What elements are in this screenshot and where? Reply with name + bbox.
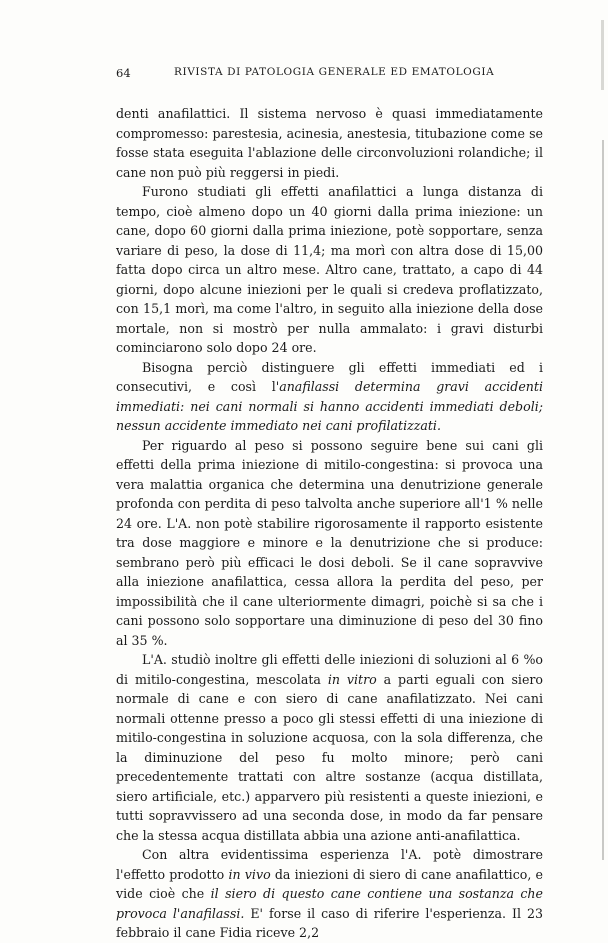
text-run: denti anafilattici. Il sistema nervoso è quasi immediatamente compromesso: parestesia, acinesia, anestesia, titubazione come se fosse stata eseguita l'ablazione delle circonvoluzioni rolandiche; il cane non può più reggersi in piedi. bbox=[116, 106, 543, 180]
italic-run: anafilassi determina gravi accidenti immediati: nei cani normali si hanno accidenti immediati deboli; nessun accidente immediato nei cani profilatizzati. bbox=[116, 379, 543, 433]
text-run: L'A. studiò inoltre gli effetti delle iniezioni di soluzioni al 6 %o di mitilo-congestina, mescolata bbox=[116, 652, 543, 687]
italic-run: in vitro bbox=[327, 671, 377, 687]
text-run: E' forse il caso di riferire l'esperienza. Il 23 febbraio il cane Fidia riceve 2,2 bbox=[116, 905, 543, 940]
paragraph bbox=[116, 650, 543, 845]
body-text bbox=[116, 104, 543, 943]
italic-run: il siero di questo cane contiene una sostanza che provoca l'anafilassi. bbox=[116, 886, 543, 921]
page-number: 64 bbox=[116, 66, 131, 80]
text-run: Furono studiati gli effetti anafilattici a lunga distanza di tempo, cioè almeno dopo un 40 giorni dalla prima iniezione: un cane, dopo 60 giorni dalla prima iniezione, potè sopportare, senza variare di peso, la dose di 11,4; ma morì con altra dose di 15,00 fatta dopo circa un altro mese. Altro cane, trattato, a capo di 44 giorni, dopo alcune iniezioni per le quali si credeva proflatizzato, con 15,1 morì, ma come l'altro, in seguito alla iniezione della dose mortale, non si mostrò per nulla ammalato: i gravi disturbi cominciarono solo dopo 24 ore. bbox=[116, 184, 543, 355]
paragraph bbox=[116, 104, 543, 182]
text-run: a parti eguali con siero normale di cane e con siero di cane anafilatizzato. Nei cani normali ottenne presso a poco gli stessi effetti di una iniezione di mitilo-congestina in soluzione acquosa, con la sola differenza, che la diminuzione del peso fu molto minore; però cani precedentemente trattati con altre sostanze (acqua distillata, siero artificiale, etc.) apparvero più resistenti a queste iniezioni, e tutti sopravvissero ad una seconda dose, in modo da far pensare che la stessa acqua distillata abbia una azione anti-anafilattica. bbox=[116, 671, 543, 843]
text-run: da iniezioni di siero di cane anafilattico, e vide cioè che bbox=[116, 866, 543, 901]
paragraph bbox=[116, 182, 543, 358]
paragraph bbox=[116, 436, 543, 651]
page-binding-edge bbox=[602, 140, 604, 860]
paragraph bbox=[116, 358, 543, 436]
text-run: Con altra evidentissima esperienza l'A. potè dimostrare l'effetto prodotto bbox=[116, 847, 543, 882]
text-run: Bisogna perciò distinguere gli effetti immediati ed i consecutivi, e così l' bbox=[116, 359, 543, 394]
paragraph bbox=[116, 845, 543, 943]
running-title: RIVISTA DI PATOLOGIA GENERALE ED EMATOLOGIA bbox=[174, 66, 495, 78]
page-edge-shadow bbox=[601, 20, 604, 90]
italic-run: in vivo bbox=[228, 866, 271, 882]
text-run: Per riguardo al peso si possono seguire bene sui cani gli effetti della prima iniezione di mitilo-congestina: si provoca una vera malattia organica che determina una denutrizione generale profonda con perdita di peso talvolta anche superiore all'1 % nelle 24 ore. L'A. non potè stabilire rigorosamente il rapporto esistente tra dose maggiore e minore e la denutrizione che si produce: sembrano però più efficaci le dosi deboli. Se il cane sopravvive alla iniezione anafilattica, cessa allora la perdita del peso, per impossibilità che il cane ulteriormente dimagri, poichè si sa che i cani possono solo sopportare una diminuzione di peso del 30 fino al 35 %. bbox=[116, 437, 543, 648]
